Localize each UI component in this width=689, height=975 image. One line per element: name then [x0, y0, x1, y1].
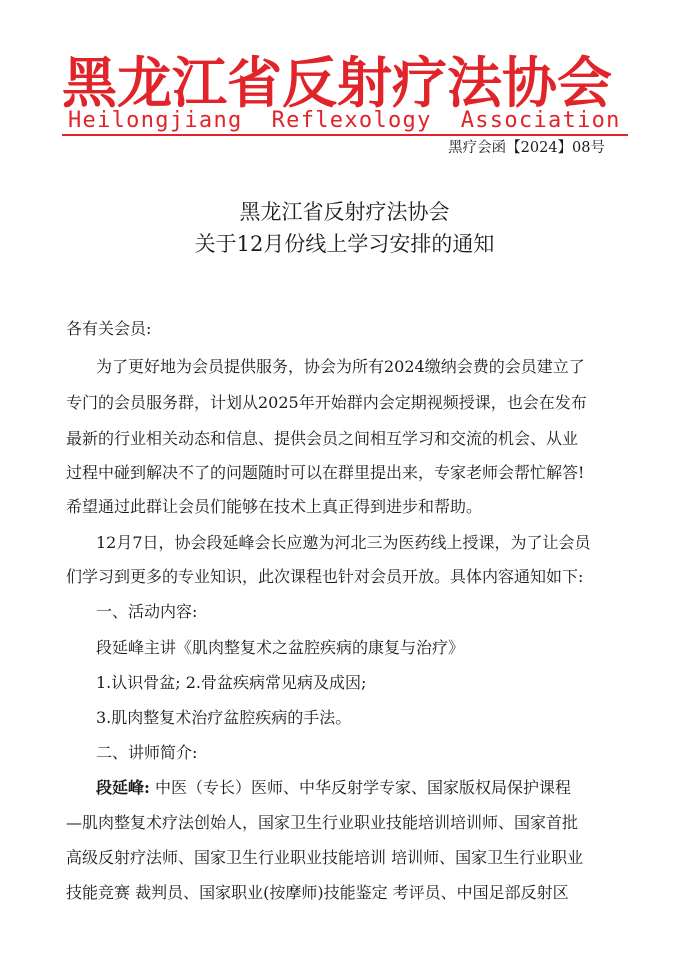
lecturer-name: 段延峰: [96, 778, 150, 797]
section-1-line: 1.认识骨盆; 2.骨盆疾病常见病及成因; [96, 673, 367, 692]
paragraph-1-line: 最新的行业相关动态和信息、提供会员之间相互学习和交流的机会、从业 [66, 429, 579, 448]
org-name-english: Heilongjiang Reflexology Association [68, 108, 621, 133]
lecturer-intro-text: 中医（专长）医师、中华反射学专家、国家版权局保护课程 [149, 778, 572, 797]
paragraph-2-line: 12月7日，协会段延峰会长应邀为河北三为医药线上授课，为了让会员 [96, 533, 591, 552]
section-1-line: 段延峰主讲《肌肉整复术之盆腔疾病的康复与治疗》 [96, 638, 465, 657]
section-2-heading: 二、讲师简介: [96, 743, 198, 762]
notice-title-line-2: 关于12月份线上学习安排的通知 [194, 232, 495, 256]
lecturer-intro-line [96, 777, 571, 799]
section-1-line: 3.肌肉整复术治疗盆腔疾病的手法。 [96, 708, 352, 727]
lecturer-line: 技能竞赛 裁判员、国家职业(按摩师)技能鉴定 考评员、中国足部反射区 [66, 883, 569, 902]
paragraph-1-line: 过程中碰到解决不了的问题随时可以在群里提出来，专家老师会帮忙解答! [66, 463, 585, 482]
paragraph-2-line: 们学习到更多的专业知识，此次课程也针对会员开放。具体内容通知如下: [66, 567, 584, 586]
section-1-heading: 一、活动内容: [96, 602, 198, 621]
paragraph-1-line: 专门的会员服务群，计划从2025年开始群内会定期视频授课，也会在发布 [66, 393, 587, 412]
paragraph-1-line: 希望通过此群让会员们能够在技术上真正得到进步和帮助。 [66, 497, 483, 516]
salutation: 各有关会员: [66, 319, 152, 338]
paragraph-1-line: 为了更好地为会员提供服务，协会为所有2024缴纳会费的会员建立了 [96, 357, 585, 376]
notice-title-line-1: 黑龙江省反射疗法协会 [239, 200, 450, 224]
lecturer-line: 高级反射疗法师、国家卫生行业职业技能培训 培训师、国家卫生行业职业 [66, 848, 584, 867]
org-name-chinese: 黑龙江省反射疗法协会 [62, 51, 613, 115]
header-divider [62, 134, 628, 136]
document-number: 黑疗会函【2024】08号 [448, 140, 605, 156]
lecturer-line: —肌肉整复术疗法创始人，国家卫生行业职业技能培训培训师、国家首批 [66, 813, 579, 832]
